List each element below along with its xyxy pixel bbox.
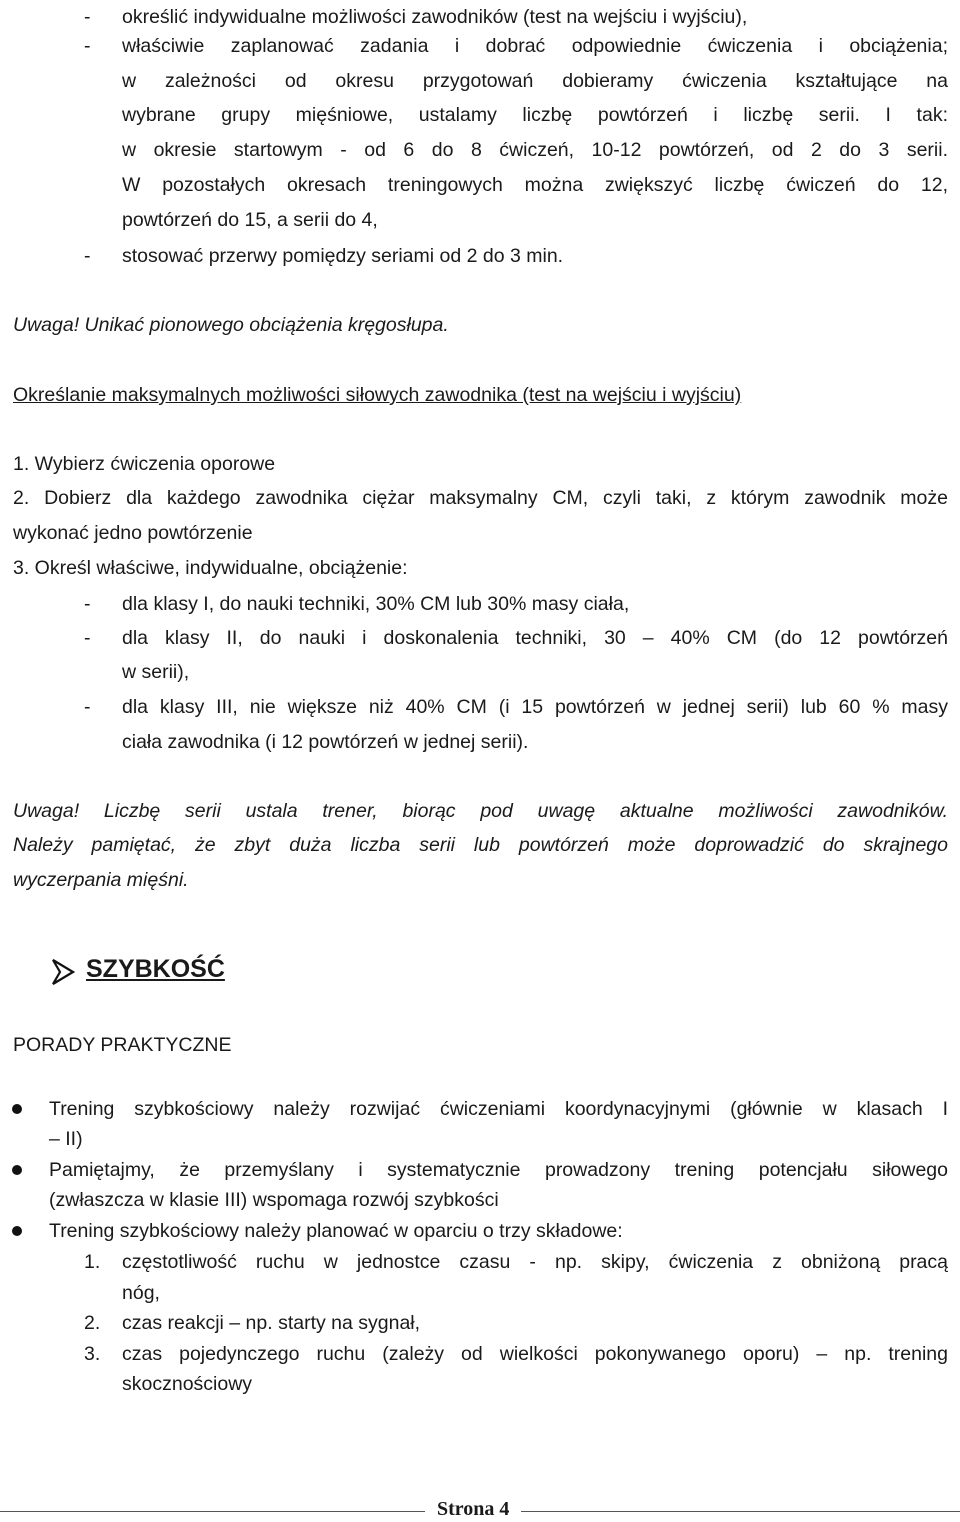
- warning-note: Uwaga! Unikać pionowego obciążenia kręgosłupa.: [13, 314, 449, 336]
- tip-line: – II): [49, 1128, 83, 1150]
- tip-line: Trening szybkościowy należy rozwijać ćwiczeniami koordynacyjnymi (głównie w klasach I: [49, 1098, 948, 1120]
- bullet-dot: [12, 1226, 22, 1236]
- bullet-dot: [12, 1165, 22, 1175]
- tips-heading: PORADY PRAKTYCZNE: [13, 1034, 232, 1056]
- warning-note-line: wyczerpania mięśni.: [13, 869, 189, 891]
- component-line: czas reakcji – np. starty na sygnał,: [122, 1312, 421, 1334]
- list-item-line: wybrane grupy mięśniowe, ustalamy liczbę powtórzeń i liczbę serii. I tak:: [122, 104, 948, 126]
- bullet-dot: [12, 1104, 22, 1114]
- list-item-line: W pozostałych okresach treningowych można zwiększyć liczbę ćwiczeń do 12,: [122, 174, 948, 196]
- step-1: 1. Wybierz ćwiczenia oporowe: [13, 453, 276, 475]
- page-number: Strona 4: [425, 1498, 521, 1521]
- list-dash: -: [84, 627, 91, 649]
- list-item-text: określić indywidualne możliwości zawodników (test na wejściu i wyjściu),: [122, 6, 748, 28]
- subheading: Określanie maksymalnych możliwości siłowych zawodnika (test na wejściu i wyjściu): [13, 384, 742, 406]
- component-number: 3.: [84, 1343, 101, 1365]
- component-line: nóg,: [122, 1282, 160, 1304]
- warning-note-line: Uwaga! Liczbę serii ustala trener, biorąc pod uwagę aktualne możliwości zawodników.: [13, 800, 948, 822]
- list-dash: -: [84, 245, 91, 267]
- component-line: czas pojedynczego ruchu (zależy od wielkości pokonywanego oporu) – np. trening: [122, 1343, 948, 1365]
- load-class-1: dla klasy I, do nauki techniki, 30% CM lub 30% masy ciała,: [122, 593, 630, 615]
- list-dash: -: [84, 6, 91, 28]
- step-2-line: wykonać jedno powtórzenie: [13, 522, 253, 544]
- component-line: częstotliwość ruchu w jednostce czasu - np. skipy, ćwiczenia z obniżoną pracą: [122, 1251, 948, 1273]
- component-number: 1.: [84, 1251, 101, 1273]
- load-class-3-line: dla klasy III, nie większe niż 40% CM (i 15 powtórzeń w jednej serii) lub 60 % masy: [122, 696, 948, 718]
- list-dash: -: [84, 696, 91, 718]
- component-number: 2.: [84, 1312, 101, 1334]
- list-dash: -: [84, 35, 91, 57]
- tip-line: (zwłaszcza w klasie III) wspomaga rozwój szybkości: [49, 1189, 499, 1211]
- list-item-text: stosować przerwy pomiędzy seriami od 2 do 3 min.: [122, 245, 564, 267]
- load-class-2-line: w serii),: [122, 661, 190, 683]
- load-class-2-line: dla klasy II, do nauki i doskonalenia techniki, 30 – 40% CM (do 12 powtórzeń: [122, 627, 948, 649]
- step-3: 3. Określ właściwe, indywidualne, obciążenie:: [13, 557, 408, 579]
- warning-note-line: Należy pamiętać, że zbyt duża liczba serii lub powtórzeń może doprowadzić do skrajnego: [13, 834, 948, 856]
- load-class-3-line: ciała zawodnika (i 12 powtórzeń w jednej serii).: [122, 731, 529, 753]
- list-item-line: właściwie zaplanować zadania i dobrać odpowiednie ćwiczenia i obciążenia;: [122, 35, 948, 57]
- step-2-line: 2. Dobierz dla każdego zawodnika ciężar maksymalny CM, czyli taki, z którym zawodnik może: [13, 487, 948, 509]
- arrow-bullet-icon: [51, 957, 75, 987]
- list-item-line: powtórzeń do 15, a serii do 4,: [122, 209, 378, 231]
- section-title: SZYBKOŚĆ: [86, 955, 225, 983]
- list-item-line: w okresie startowym - od 6 do 8 ćwiczeń, 10-12 powtórzeń, od 2 do 3 serii.: [122, 139, 948, 161]
- list-dash: -: [84, 593, 91, 615]
- tip-line: Trening szybkościowy należy planować w oparciu o trzy składowe:: [49, 1220, 623, 1242]
- component-line: skocznościowy: [122, 1373, 253, 1395]
- list-item-line: w zależności od okresu przygotowań dobieramy ćwiczenia kształtujące na: [122, 70, 948, 92]
- tip-line: Pamiętajmy, że przemyślany i systematycznie prowadzony trening potencjału siłowego: [49, 1159, 948, 1181]
